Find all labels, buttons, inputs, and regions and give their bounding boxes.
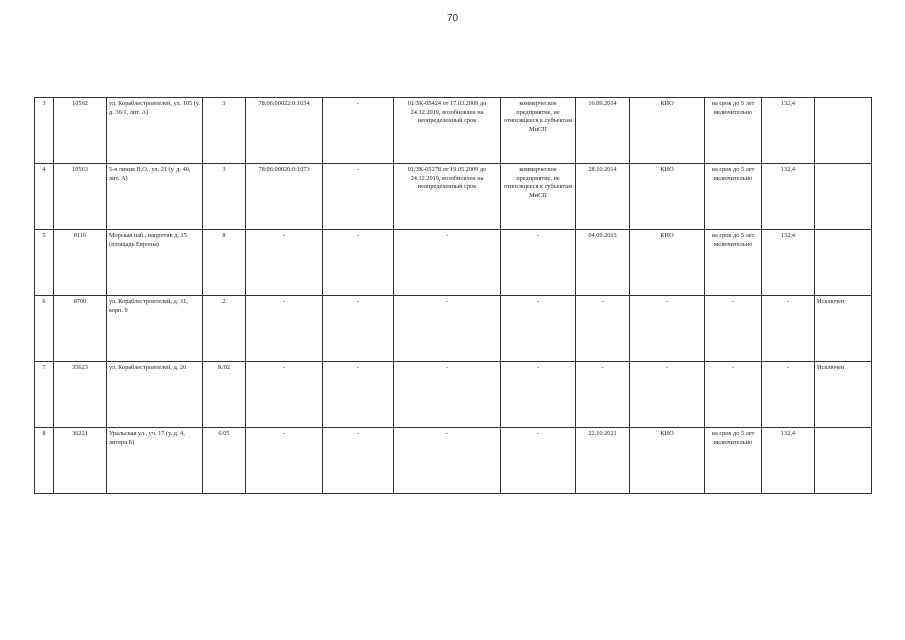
address-cell: Уральская ул., уч. 17 (у. д. 4, литера Б) [107, 428, 203, 494]
extra-cell: - [323, 362, 394, 428]
object-code-cell: 36221 [54, 428, 107, 494]
date-cell: 28.10.2014 [576, 164, 630, 230]
page-number: 70 [446, 13, 459, 24]
row-number-cell: 6 [35, 296, 54, 362]
tenant-type-cell: - [501, 428, 576, 494]
place-count-cell: 8 [203, 230, 246, 296]
authority-cell: КИО [630, 428, 705, 494]
note-cell [815, 230, 872, 296]
table-row [35, 296, 872, 362]
place-count-cell: 3 [203, 164, 246, 230]
extra-cell: - [323, 296, 394, 362]
authority-cell: КИО [630, 230, 705, 296]
extra-cell: - [323, 428, 394, 494]
note-cell: Исключен [815, 296, 872, 362]
contract-cell: 01/ЗК-05278 от 19.05.2009 до 24.12.2019, возобновлен на неопределенный срок [394, 164, 501, 230]
area-cell: 132,4 [762, 98, 815, 164]
note-cell [815, 164, 872, 230]
cadastral-cell: - [246, 296, 323, 362]
extra-cell: - [323, 98, 394, 164]
address-cell: ул. Кораблестроителей, ул. 105 (у. д. 36/1, лит. А) [107, 98, 203, 164]
note-cell: Исключен [815, 362, 872, 428]
row-number-cell: 3 [35, 98, 54, 164]
cadastral-cell: - [246, 362, 323, 428]
cadastral-cell: 78:06:00022:0:1034 [246, 98, 323, 164]
registry-table [34, 97, 872, 494]
date-cell: - [576, 296, 630, 362]
row-number-cell: 8 [35, 428, 54, 494]
tenant-type-cell: - [501, 296, 576, 362]
table-row [35, 362, 872, 428]
area-cell: 132,4 [762, 230, 815, 296]
cadastral-cell: 78:06:00020:0:1073 [246, 164, 323, 230]
object-code-cell: 8116 [54, 230, 107, 296]
term-cell: на срок до 5 лет включительно [705, 428, 762, 494]
note-cell [815, 98, 872, 164]
term-cell: - [705, 362, 762, 428]
tenant-type-cell: коммерческое предприятие, не относящееся к субъектам МиСП [501, 164, 576, 230]
authority-cell: - [630, 296, 705, 362]
date-cell: - [576, 362, 630, 428]
tenant-type-cell: - [501, 230, 576, 296]
extra-cell: - [323, 164, 394, 230]
contract-cell: - [394, 362, 501, 428]
place-count-cell: 2 [203, 296, 246, 362]
object-code-cell: 10562 [54, 98, 107, 164]
address-cell: 5-я линия В.О., ул. 21 (у. д. 40, лит. А) [107, 164, 203, 230]
area-cell: - [762, 362, 815, 428]
cadastral-cell: - [246, 428, 323, 494]
address-cell: ул. Кораблестроителей, д. 20 [107, 362, 203, 428]
address-cell: ул. Кораблестроителей, д. 31, корп. 9 [107, 296, 203, 362]
table-row [35, 164, 872, 230]
contract-cell: 01/ЗК-05424 от 17.03.2009 до 24.12.2019, возобновлен на неопределенный срок [394, 98, 501, 164]
date-cell: 22.10.2021 [576, 428, 630, 494]
authority-cell: КИО [630, 98, 705, 164]
term-cell: - [705, 296, 762, 362]
table-row [35, 230, 872, 296]
term-cell: на срок до 5 лет включительно [705, 98, 762, 164]
area-cell: - [762, 296, 815, 362]
authority-cell: КИО [630, 164, 705, 230]
tenant-type-cell: - [501, 362, 576, 428]
object-code-cell: 8700 [54, 296, 107, 362]
object-code-cell: 10563 [54, 164, 107, 230]
extra-cell: - [323, 230, 394, 296]
place-count-cell: 3 [203, 98, 246, 164]
area-cell: 132,4 [762, 164, 815, 230]
term-cell: на срок до 5 лет включительно [705, 164, 762, 230]
cadastral-cell: - [246, 230, 323, 296]
date-cell: 16.09.2014 [576, 98, 630, 164]
address-cell: Морская наб., напротив д. 15 (площадь Европы) [107, 230, 203, 296]
row-number-cell: 5 [35, 230, 54, 296]
table-row [35, 428, 872, 494]
note-cell [815, 428, 872, 494]
place-count-cell: 6/05 [203, 428, 246, 494]
date-cell: 04.09.2013 [576, 230, 630, 296]
authority-cell: - [630, 362, 705, 428]
area-cell: 132,4 [762, 428, 815, 494]
place-count-cell: К/02 [203, 362, 246, 428]
table-row [35, 98, 872, 164]
contract-cell: - [394, 230, 501, 296]
object-code-cell: 35623 [54, 362, 107, 428]
tenant-type-cell: коммерческое предприятие, не относящееся к субъектам МиСП [501, 98, 576, 164]
contract-cell: - [394, 428, 501, 494]
term-cell: на срок до 5 лет включительно [705, 230, 762, 296]
row-number-cell: 4 [35, 164, 54, 230]
contract-cell: - [394, 296, 501, 362]
row-number-cell: 7 [35, 362, 54, 428]
